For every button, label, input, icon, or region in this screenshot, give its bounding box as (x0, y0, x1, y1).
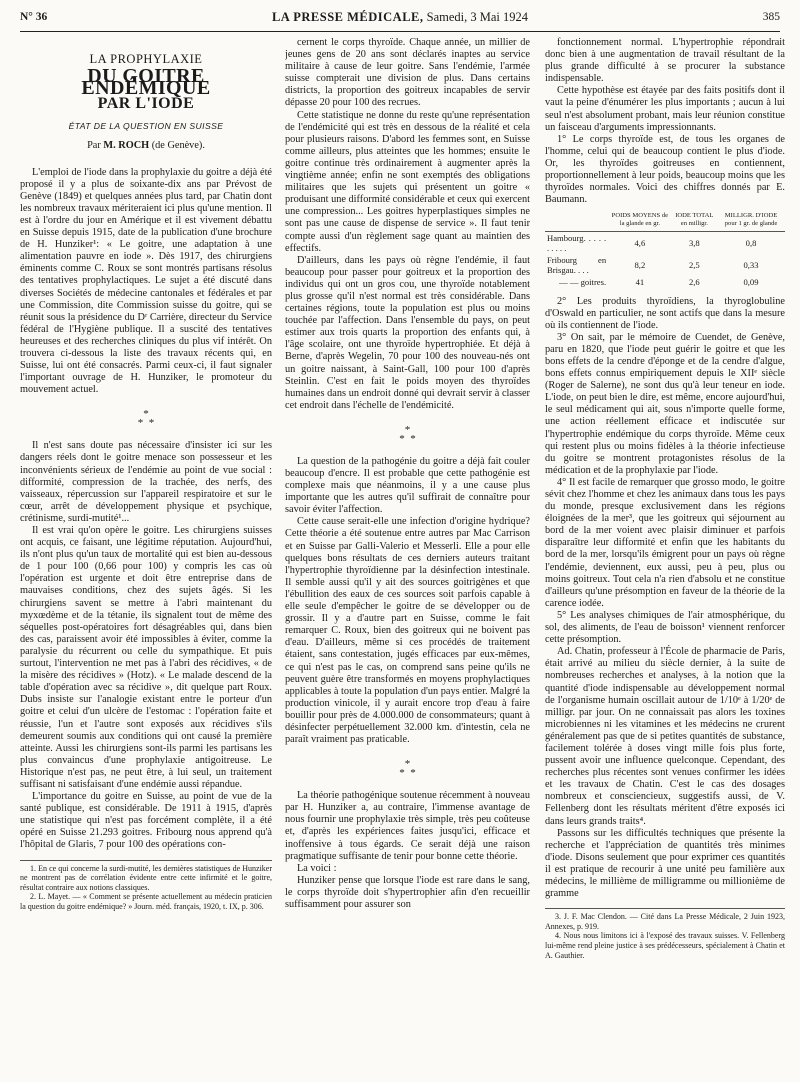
paragraph: Il est vrai qu'on opère le goitre. Les chirurgiens suisses ont acquis, ce faisant, une légitime réputation. Aujourd'hui, ils n'ont plus qu'un taux de mortalité qui est bien au-dessous de 1 pour 100 (0,66 pour 100) y compris les cas où l'opération est urgente et doit être entreprise dans de mauvaises conditions, chez des sujets âgés. Si les chirurgiens savent se mettre à l'abri maintenant du myxœdème et de la tétanie, ils signalent tout de même des séquelles post-opératoires fort désagréables qui, dans bien des cas, paraissent avoir été impossibles à éviter, comme la paralysie du récurrent ou celle du sympathique. Et puis surtout, l'intervention ne met pas à l'abri des récidives, « de la misère des récidives » (Hotz). « Le malade descend de la table d'opération avec sa récidive », dit quelque part Roux. Dubs insiste sur l'analogie existant entre le porteur d'un goitre et celui d'un ulcère de l'estomac : l'opération faite et réussie, l'un et l'autre sont exposés aux récidives s'ils demeurent soumis aux conditions qui ont causé la première atteinte. Aussi les chirurgiens sont-ils parmi les partisans les plus convaincus d'une prophylaxie antigoitreuse. Le Historique n'est pas, ne peut être, à lui seul, un traitement suffisant ni satisfaisant d'une endémie aussi répandue. (20, 525, 272, 790)
paragraph: 1° Le corps thyroïde est, de tous les organes de l'homme, celui qui de beaucoup contient le plus d'iode. Or, les thyroïdes goitreuses en contiennent, proportionnellement à leur poids, beaucoup moins que les thyroïdes normales. Voici des chiffres donnés par E. Baumann. (545, 133, 785, 206)
header-rule (20, 31, 780, 32)
paragraph: Cette cause serait-elle une infection d'origine hydrique? Cette théorie a été soutenue entre autres par Mac Carrison et en Suisse par Galli-Valerio et Messerli. Elle a pour elle quelques bons résultats de ces derniers auteurs traitant l'hypertrophie thyroïdienne par la désinfection intestinale. Il semble aussi qu'il y ait des sources goitrigènes et que l'ébullition des eaux de ces sources soit parfois capable à elle seule d'empêcher le goitre de se développer ou de grossir. Il y a d'autre part en Suisse, comme le fait remarquer C. Roux, bien des goitreux qui ne boivent pas d'eau. D'ailleurs, même si ces procédés de traitement étaient, sans contestation, jugés efficaces par eux-mêmes, ce qui n'est pas le cas, on comprend sans peine qu'ils ne peuvent guère être transformés en moyens prophylactiques applicables à toute la population d'un pays entier. Malgré la production vinicole, il y aurait encore trop d'eau à faire bouillir pour près de 4.000.000 de consommateurs; quant à désinfecter perpétuellement 32.000 km. d'intestin, cela ne paraît vraiment pas praticable. (285, 516, 530, 746)
table-header: MILLIGR. D'IODE pour 1 gr. de glande (717, 212, 785, 231)
table-cell: 41 (635, 276, 645, 287)
footnote: 1. En ce qui concerne la surdi-mutité, les dernières statistiques de Hunziker ne montrent pas de corrélation évidente entre cette infirmité et le goitre, résultat contraire aux notions classiques. (20, 863, 272, 892)
author-prefix: Par (87, 140, 101, 152)
table-cell: Hambourg. . . . . . . . . . (547, 232, 607, 253)
paragraph: 2° Les produits thyroïdiens, la thyroglobuline d'Oswald en particulier, ne sont actifs que dans la mesure où ils contiennent de l'iode. (545, 295, 785, 331)
footnotes (20, 860, 272, 912)
paragraph: L'importance du goitre en Suisse, au point de vue de la santé publique, est considérable. De 1911 à 1915, d'après une statistique qui n'est pas forcément complète, il a été opéré en Suisse 21.293 goitres. Fribourg nous apprend qu'à l'hôpital de Glaris, 7 pour 100 des opérations con- (20, 791, 272, 851)
iodine-table (545, 212, 785, 287)
article-subtitle: ÉTAT DE LA QUESTION EN SUISSE (68, 121, 224, 132)
article-title: DU GOITRE ENDÉMIQUE (81, 65, 211, 100)
table-cell: 0,33 (743, 259, 759, 270)
table-cell: 8,2 (634, 259, 646, 270)
column-3 (545, 37, 785, 1067)
asterism-pair: * * (399, 432, 416, 445)
column-2 (285, 37, 530, 1067)
asterism-pair: * * (399, 767, 416, 780)
footnote: 4. Nous nous limitons ici à l'exposé des travaux suisses. V. Fellenberg lui-même rend pleine justice à ses prédécesseurs, spécialement à Chatin et A. Gauthier. (545, 931, 785, 960)
journal-masthead (20, 10, 780, 25)
paragraph: Cette statistique ne donne du reste qu'une représentation de l'endémicité qui est très en dessous de la réalité et cela pour plusieurs raisons. D'abord les femmes sont, en Suisse comme ailleurs, plus atteintes que les hommes; ensuite le goitre continue très ordinairement à augmenter après la vingtième année; enfin ne sont exemptés des obligations militaires que les sujets qui présentent un goitre « produisant une difformité considérable et ceux qui exercent une compression... Les goitres hyperplastiques simples ne sont pas une cause de dispense de service ». Il faut tenir compte aussi d'un règlement sage quant au maintien des effectifs. (285, 109, 530, 254)
asterism-ornament: * * * (285, 426, 530, 444)
table-cell: Fribourg en Brisgau. . . . (547, 254, 607, 275)
table-header (545, 212, 608, 231)
table-cell: 0,8 (745, 237, 757, 248)
issue-number: N° 36 (20, 11, 48, 23)
asterism-pair: * * (137, 417, 155, 430)
table-cell: 2,5 (688, 259, 700, 270)
footnote: 3. J. F. Mac Clendon. — Cité dans La Presse Médicale, 2 Juin 1923, Annexes, p. 919. (545, 912, 785, 931)
table-row (545, 231, 785, 254)
asterism-ornament: * * * (20, 410, 272, 428)
table-header: IODE TOTAL en milligr. (672, 212, 717, 231)
table-cell: 0,09 (743, 276, 759, 287)
article-title-line2: PAR L'IODE (97, 95, 195, 113)
footnote: 2. L. Mayet. — « Comment se présente actuellement au médecin praticien la question du goitre endémique? » Journ. méd. français, 1920, t. IX, p. 306. (20, 892, 272, 911)
paragraph: cernent le corps thyroïde. Chaque année, un millier de jeunes gens de 20 ans sont déclarés inaptes au service militaire à cause de leur goitre. Sans l'endémie, l'armée suisse compterait une division de plus. Dans certains districts, la proportion des goitreux incapables de servir dépasse 20 pour 100 des recrues. (285, 37, 530, 109)
paragraph: La voici : (297, 862, 337, 874)
article-kicker: LA PROPHYLAXIE (89, 52, 203, 66)
table-row (545, 254, 785, 276)
paragraph: Passons sur les difficultés techniques que présente la recherche et l'appréciation de quantités très minimes d'iode. Disons seulement que pour exprimer ces quantités il est pratique de recourir à une unité peu familière aux médecins, le millième de milligramme ou millionième de gramme (545, 827, 785, 900)
paragraph: La question de la pathogénie du goitre a déjà fait couler beaucoup d'encre. Il est probable que cette pathogénie est complexe mais que néanmoins, il y a une cause plus importante que les autres qu'il suffirait de connaître pour savoir éviter l'affection. (285, 455, 530, 516)
paragraph: Hunziker pense que lorsque l'iode est rare dans le sang, le corps thyroïde doit s'hypertrophier afin d'en recueillir suffisamment pour assurer son (285, 874, 530, 910)
footnotes (545, 908, 785, 960)
author-suffix: (de Genève). (151, 140, 205, 152)
issue-date: Samedi, 3 Mai 1924 (426, 10, 529, 24)
paragraph: 5° Les analyses chimiques de l'air atmosphérique, du sol, des aliments, de l'eau de boisson¹ viennent renforcer cette présomption. (545, 609, 785, 646)
paragraph: La théorie pathogénique soutenue récemment à nouveau par H. Hunziker a, au contraire, l'immense avantage de nous fournir une prophylaxie très simple, très peu coûteuse et, d'après les expériences faites jusqu'ici, efficace et inoffensive à tous égards. Ce serait déjà une raison pragmatique suffisante de tenir pour bonne cette théorie. (285, 790, 530, 862)
table-cell: 4,6 (634, 237, 646, 248)
paragraph: L'emploi de l'iode dans la prophylaxie du goitre a déjà été proposé il y a plus de soixante-dix ans par Prévost de Genève (1849) et quelques années plus tard, par Chatin dont les nombreux travaux mériteraient ici plus qu'une mention. Il est à l'ordre du jour en Amérique et il est vivement débattu en Suisse depuis 1915, date de la publication d'une brochure de H. Hunziker¹: « Le goitre, une adaptation à une alimentation pauvre en iode ». Dès 1917, des chirurgiens éminents comme C. Roux se sont montrés partisans résolus des tentatives prophylactiques. Le sujet a été discuté dans diverses Sociétés de médecine cantonales et fédérales et par une Commission, dite Commission suisse du goitre, qui se réunit sous la présidence du Dʳ Carrière, directeur du Service fédéral de l'Hygiène publique. Il a suscité des tentatives heureuses et des recherches cliniques du plus vif intérêt. On trouvera ci-dessous la liste des travaux récents qui, en Suisse, lui ont été consacrés. Parmi ceux-ci, il faut signaler l'important ouvrage de H. Hunziker, le promoteur du mouvement actuel. (20, 166, 272, 396)
byline (20, 140, 272, 152)
paragraph: 3° On sait, par le mémoire de Cuendet, de Genève, paru en 1820, que l'iode peut guérir le goitre et que les bons effets de la cendre d'éponge et de la cendre d'algue, bons effets connus empiriquement depuis le XIIᵉ siècle (Roger de Salerne), ne sont dus qu'à leur teneur en iode. L'iode, on peut bien le dire, est même, encore aujourd'hui, le seul médicament qui ait, sous n'importe quelle forme, une action réellement efficace et indiscutée sur l'hypertrophie endémique du corps thyroïde. Même ceux qui restent plus ou moins fidèles à la théorie infectieuse du goitre se montrent protagonistes résolus de la médication et de la prophylaxie par l'iode. (545, 331, 785, 476)
paragraph: Il n'est sans doute pas nécessaire d'insister ici sur les dangers réels dont le goitre menace son possesseur et les inconvénients sérieux de l'endémie au point de vue social : difformité, compression de la trachée, des nerfs, des vaisseaux, répercussion sur l'appareil respiratoire et sur le cœur, arrêt de développement physique et psychique, crétinisme, surdi-mutité¹... (20, 440, 272, 524)
table-header: POIDS MOYENS de la glande en gr. (608, 212, 672, 231)
table-cell: 3,8 (688, 237, 700, 248)
page-number: 385 (762, 11, 780, 23)
paragraph: 4° Il est facile de remarquer que grosso modo, le goitre sévit chez l'homme et chez les animaux dans tous les pays du monde, presque exclusivement dans les régions éloignées de la mer³, que les goitreux qui séjournent au bord de la mer voient avec plaisir diminuer et parfois disparaître leur difformité et enfin que les habitants du bord de la mer, lorsqu'ils émigrent pour un pays où règne l'endémie, deviennent, eux aussi, peu à peu, plus ou moins goitreux. Tout cela n'a rien d'absolu et ne constitue d'ailleurs qu'une présomption en faveur de la théorie de la carence iodée. (545, 476, 785, 609)
paragraph: Ad. Chatin, professeur à l'École de pharmacie de Paris, était arrivé au milieu du siècle dernier, à la suite de nombreuses recherches et analyses, à la notion que la quantité d'iode indispensable au développement normal de l'organisme humain oscillait autour de 1/10ᵉ à 1/20ᵉ de milligr. par jour. On ne connaissait pas alors les toxines microbiennes ni les vitamines et les médecins ne crurent généralement pas que de si petites quantités de substance, facilement tolérée à doses vingt mille fois plus forte, pussent avoir une influence quelconque. Cependant, des recherches plus récentes sont venues confirmer les idées et les travaux de Chatin. C'est le cas des dosages nombreux et consciencieux, suggestifs aussi, de V. Fellenberg dont les résultats méritent d'être exposés ici dans leurs grands traits⁴. (545, 646, 785, 827)
column-1 (20, 37, 272, 1067)
table-row (545, 276, 785, 288)
paragraph: fonctionnement normal. L'hypertrophie répondrait donc bien à une augmentation de travail résultant de la plus grande difficulté à se procurer la substance indispensable. (545, 37, 785, 85)
journal-name: LA PRESSE MÉDICALE, (271, 10, 424, 24)
asterism-ornament: * * * (285, 760, 530, 778)
table-cell: — — goitres. (559, 276, 607, 287)
paragraph: Cette hypothèse est étayée par des faits positifs dont il vaut la peine d'énumérer les plus importants ; aucun à lui seul n'est absolument probant, mais leur réunion constitue un faisceau d'arguments impressionnants. (545, 85, 785, 133)
author-name: M. ROCH (103, 140, 150, 152)
table-header-row (545, 212, 785, 231)
paragraph: D'ailleurs, dans les pays où règne l'endémie, il faut beaucoup pour passer pour goitreux et la proportion des individus qui ont un gros cou, une thyroïde notablement plus grosse qu'il n'est normal est très considérable. Dans certaines régions, toute la population est plus ou moins touchée par l'affection. Dans l'ensemble du pays, on peut estimer aux trois quarts la proportion des enfants qui, à l'âge scolaire, ont une thyroïde hypertrophiée. Et déjà à Berne, d'après Wegelin, 70 pour 100 des nouveau-nés ont un goitre naissant, à Saint-Gall, 100 pour 100 d'après Steinlin. C'est en fait le poids moyen des thyroïdes humaines dans un endroit donné qui devrait servir à classer cet endroit dans l'échelle de l'endémicité. (285, 254, 530, 411)
running-header (20, 9, 780, 29)
table-cell: 2,6 (688, 276, 700, 287)
